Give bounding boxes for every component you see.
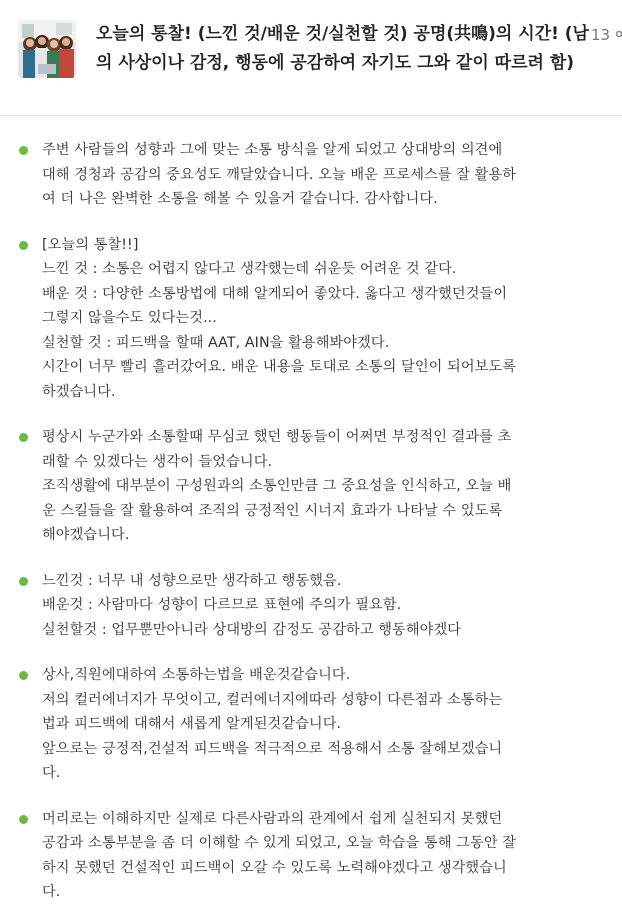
comment-item bbox=[0, 138, 622, 212]
bullet-icon bbox=[19, 577, 28, 586]
comment-text: [오늘의 통찰!!] 느낀 것 : 소통은 어렵지 않다고 생각했는데 쉬운듯 어려운 것 같다. 배운 것 : 다양한 소통방법에 대해 알게되어 좋았다. 옳다고 생각했던것들이 그렇지 않을수도 있다는것... 실천할 것 : 피드백을 할때 AAT, AIN을 활용해봐야겠다. 시간이 너무 빨리 흘러갔어요. 배운 내용을 토대로 소통의 달인이 되어보도록 하겠습니다. bbox=[42, 236, 517, 400]
comment-list bbox=[0, 116, 622, 915]
bullet-icon bbox=[19, 671, 28, 680]
comment-text: 느낀것 : 너무 내 성향으로만 생각하고 행동했음. 배운것 : 사람마다 성향이 다르므로 표현에 주의가 필요함. 실천할것 : 업무뿐만아니라 상대방의 감정도 공감하고 행동해야겠다 bbox=[42, 572, 462, 638]
comment-text: 평상시 누군가와 소통할때 무심코 했던 행동들이 어쩌면 부정적인 결과를 초 래할 수 있겠다는 생각이 들었습니다. 조직생활에 대부분이 구성원과의 소통인만큼 그 중요성을 인식하고, 오늘 배 운 스킬들을 잘 활용하여 조직의 긍정적인 시너지 효과가 나타날 수 있도록 해야겠습니다. bbox=[42, 429, 512, 543]
bullet-icon bbox=[19, 241, 28, 250]
comment-item bbox=[0, 663, 622, 786]
post-header bbox=[0, 0, 622, 116]
comment-text: 상사,직원에대하여 소통하는법을 배운것같습니다. 저의 컬러에너지가 무엇이고, 컬러에너지에따라 성향이 다른점과 소통하는 법과 피드백에 대해서 새롭게 알게된것같습니다. 앞으로는 긍정적,건설적 피드백을 적극적으로 적용해서 소통 잘해보겠습니 다. bbox=[42, 667, 503, 781]
comment-text: 주변 사람들의 성향과 그에 맞는 소통 방식을 알게 되었고 상대방의 의견에 대해 경청과 공감의 중요성도 깨달았습니다. 오늘 배운 프로세스를 잘 활용하 여 더 나은 완벽한 소통을 해볼 수 있을거 같습니다. 감사합니다. bbox=[42, 142, 517, 207]
comment-count: 13 bbox=[591, 26, 611, 44]
comment-item bbox=[0, 807, 622, 905]
comment-text: 머리로는 이해하지만 실제로 다른사람과의 관계에서 쉽게 실천되지 못했던 공감과 소통부분을 좀 더 이해할 수 있게 되었고, 오늘 학습을 통해 그동안 잘 하지 못했던 건설적인 피드백이 오갈 수 있도록 노력해야겠다고 생각했습니 다. bbox=[42, 810, 517, 900]
bullet-icon bbox=[19, 433, 28, 442]
share-icon[interactable] bbox=[614, 24, 622, 44]
comment-item bbox=[0, 425, 622, 548]
bullet-icon bbox=[19, 815, 28, 824]
group-photo-icon[interactable] bbox=[18, 20, 76, 78]
post-title: 오늘의 통찰! (느낀 것/배운 것/실천할 것) 공명(共鳴)의 시간! (남의 사상이나 감정, 행동에 공감하여 자기도 그와 같이 따르려 함) bbox=[96, 24, 589, 73]
comment-item bbox=[0, 233, 622, 405]
comment-item bbox=[0, 569, 622, 643]
bullet-icon bbox=[19, 146, 28, 155]
